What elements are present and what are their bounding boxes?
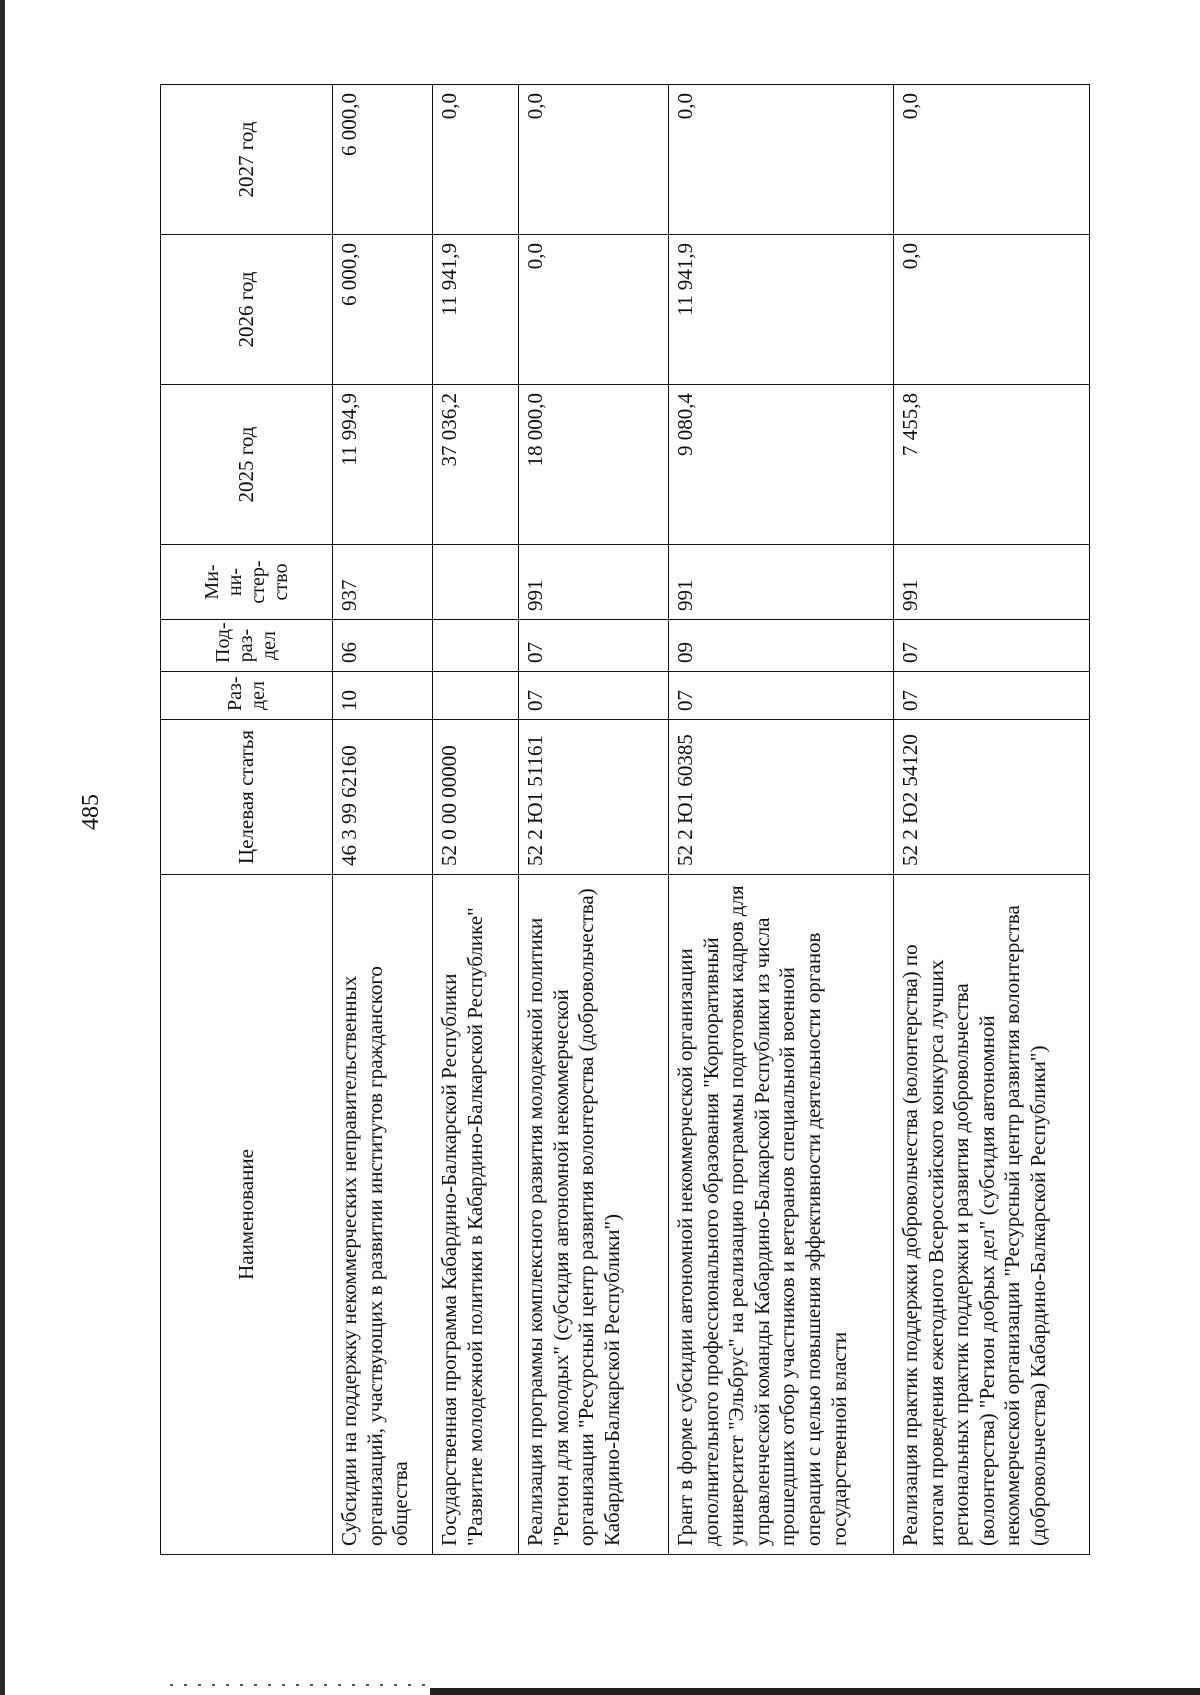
header-section: Раз-дел	[161, 672, 333, 720]
cell-2027: 0,0	[669, 85, 894, 235]
scan-bottom-dots	[170, 1684, 430, 1686]
table-row	[333, 85, 433, 1555]
cell-section: 07	[669, 672, 894, 720]
cell-target: 46 3 99 62160	[333, 720, 433, 875]
header-target: Целевая статья	[161, 720, 333, 875]
cell-2025: 9 080,4	[669, 385, 894, 545]
cell-name: Реализация программы комплексного развития молодежной политики "Регион для молодых" (субсидия автономной некоммерческой организации "Ресурсный центр развития волонтерства (добровольчества) Кабардино-Балкарской Республики")	[519, 875, 669, 1555]
cell-subsection: 09	[669, 620, 894, 672]
cell-ministry: 991	[519, 545, 669, 620]
scan-left-edge	[0, 0, 5, 1695]
cell-section: 07	[519, 672, 669, 720]
cell-section	[433, 672, 519, 720]
budget-table	[160, 84, 1090, 1555]
cell-2027: 0,0	[433, 85, 519, 235]
rotated-table-container	[160, 85, 1090, 1555]
cell-2026: 0,0	[519, 235, 669, 385]
cell-2025: 37 036,2	[433, 385, 519, 545]
cell-name: Государственная программа Кабардино-Балкарской Республики "Развитие молодежной политики в Кабардино-Балкарской Республике"	[433, 875, 519, 1555]
header-2027: 2027 год	[161, 85, 333, 235]
cell-subsection: 07	[894, 620, 1090, 672]
cell-section: 10	[333, 672, 433, 720]
table-row	[433, 85, 519, 1555]
cell-target: 52 2 Ю2 54120	[894, 720, 1090, 875]
cell-2025: 11 994,9	[333, 385, 433, 545]
cell-target: 52 2 Ю1 60385	[669, 720, 894, 875]
header-subsection: Под-раз-дел	[161, 620, 333, 672]
page-number: 485	[78, 794, 104, 830]
cell-target: 52 0 00 00000	[433, 720, 519, 875]
cell-ministry	[433, 545, 519, 620]
header-name: Наименование	[161, 875, 333, 1555]
cell-section: 07	[894, 672, 1090, 720]
header-2026: 2026 год	[161, 235, 333, 385]
table-row	[894, 85, 1090, 1555]
cell-2026: 11 941,9	[669, 235, 894, 385]
cell-name: Грант в форме субсидии автономной некоммерческой организации дополнительного профессионального образования "Корпоративный университет "Эльбрус" на реализацию программы подготовки кадров для управленческой команды Кабардино-Балкарской Республики из числа прошедших отбор участников и ветеранов специальной военной операции с целью повышения эффективности деятельности органов государственной власти	[669, 875, 894, 1555]
cell-2027: 0,0	[519, 85, 669, 235]
cell-subsection: 06	[333, 620, 433, 672]
cell-2025: 18 000,0	[519, 385, 669, 545]
table-row	[519, 85, 669, 1555]
cell-2026: 6 000,0	[333, 235, 433, 385]
cell-2026: 11 941,9	[433, 235, 519, 385]
cell-ministry: 991	[669, 545, 894, 620]
cell-name: Субсидии на поддержку некоммерческих неправительственных организаций, участвующих в развитии институтов гражданского общества	[333, 875, 433, 1555]
cell-2025: 7 455,8	[894, 385, 1090, 545]
cell-2026: 0,0	[894, 235, 1090, 385]
cell-ministry: 937	[333, 545, 433, 620]
scan-bottom-bar	[430, 1688, 1200, 1695]
cell-2027: 6 000,0	[333, 85, 433, 235]
cell-subsection: 07	[519, 620, 669, 672]
table-header-row	[161, 85, 333, 1555]
header-2025: 2025 год	[161, 385, 333, 545]
cell-ministry: 991	[894, 545, 1090, 620]
cell-target: 52 2 Ю1 51161	[519, 720, 669, 875]
table-row	[669, 85, 894, 1555]
cell-2027: 0,0	[894, 85, 1090, 235]
cell-subsection	[433, 620, 519, 672]
cell-name: Реализация практик поддержки добровольчества (волонтерства) по итогам проведения ежегодного Всероссийского конкурса лучших региональных практик поддержки и развития добровольчества (волонтерства) "Регион добрых дел" (субсидия автономной некоммерческой организации "Ресурсный центр развития волонтерства (добровольчества) Кабардино-Балкарской Республики")	[894, 875, 1090, 1555]
header-ministry: Ми-ни-стер-ство	[161, 545, 333, 620]
